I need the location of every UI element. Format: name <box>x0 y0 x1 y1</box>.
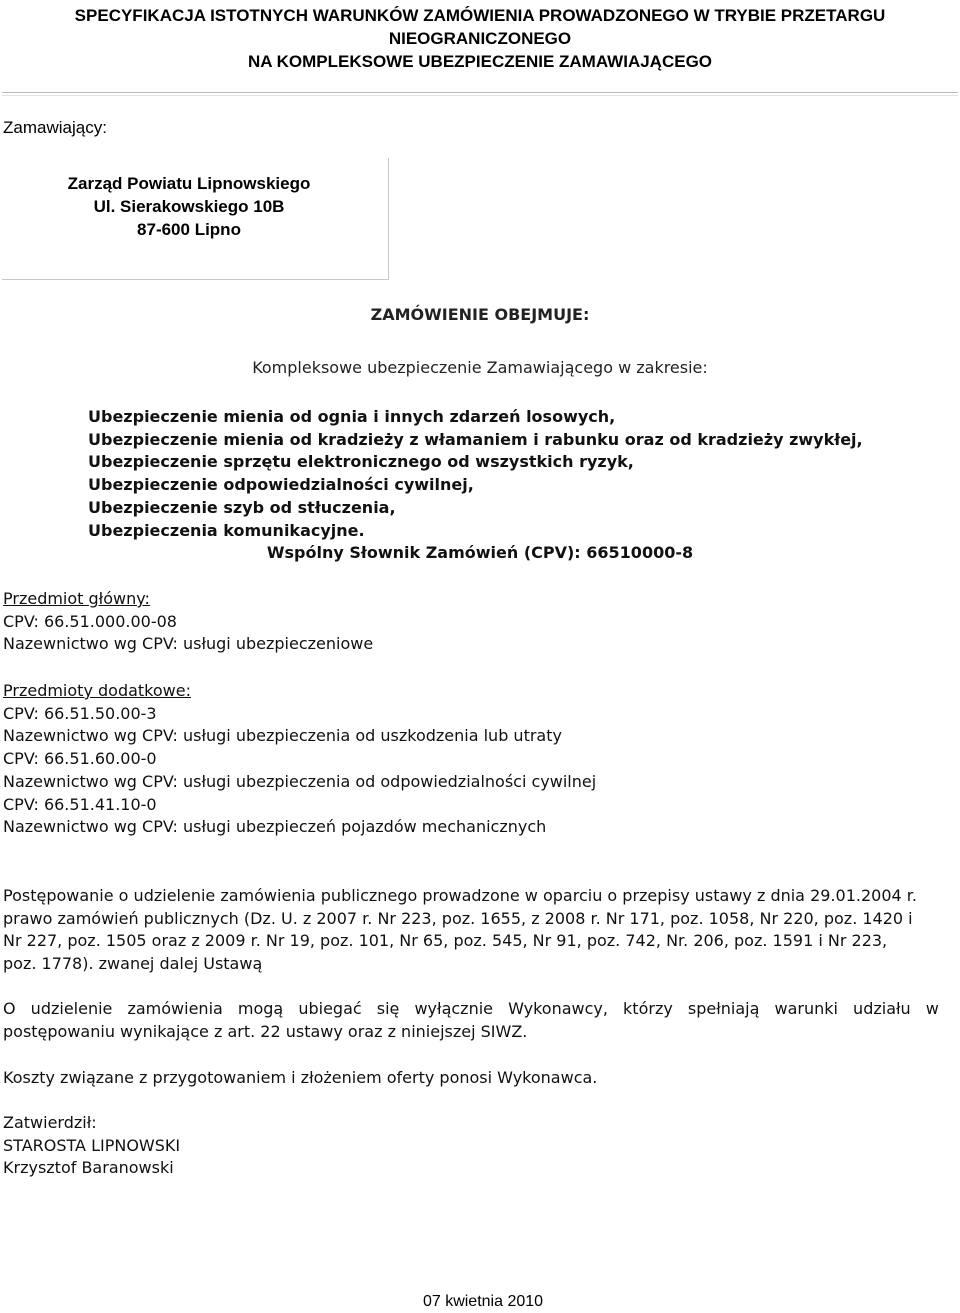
scope-item: Ubezpieczenie odpowiedzialności cywilnej, <box>88 475 474 495</box>
additional-subjects-label: Przedmioty dodatkowe: <box>3 681 191 700</box>
scope-item: Ubezpieczenia komunikacyjne. <box>88 520 365 540</box>
main-subject-section <box>3 588 373 656</box>
main-subject-label: Przedmiot główny: <box>3 589 150 608</box>
additional-subject-cpv: CPV: 66.51.41.10-0 <box>3 794 157 814</box>
scope-list <box>88 406 863 542</box>
document-date: 07 kwietnia 2010 <box>422 1293 544 1310</box>
scope-item: Ubezpieczenie mienia od kradzieży z włamaniem i rabunku oraz od kradzieży zwykłej, <box>88 429 863 449</box>
additional-subject-name: Nazewnictwo wg CPV: usługi ubezpieczenia od odpowiedzialności cywilnej <box>3 771 597 791</box>
scope-intro: Kompleksowe ubezpieczenie Zamawiającego w zakresie: <box>252 358 708 377</box>
additional-subject-name: Nazewnictwo wg CPV: usługi ubezpieczenia od uszkodzenia lub utraty <box>3 726 562 746</box>
cpv-common-code: Wspólny Słownik Zamówień (CPV): 66510000-8 <box>266 543 694 562</box>
costs-paragraph: Koszty związane z przygotowaniem i złożeniem oferty ponosi Wykonawca. <box>3 1068 598 1087</box>
document-title <box>0 4 960 73</box>
main-subject-name: Nazewnictwo wg CPV: usługi ubezpieczeniowe <box>3 634 374 654</box>
paragraph-line: O udzielenie zamówienia mogą ubiegać się wyłącznie Wykonawcy, którzy spełniają warunki udziału w <box>3 999 939 1018</box>
authority-name: Zarząd Powiatu Lipnowskiego <box>67 174 311 193</box>
paragraph-line: poz. 1778). zwanej dalej Ustawą <box>3 954 263 974</box>
paragraph-line: Postępowanie o udzielenie zamówienia publicznego prowadzone w oparciu o przepisy ustawy z dnia 29.01.2004 r. <box>3 886 917 905</box>
paragraph-line: postępowaniu wynikające z art. 22 ustawy oraz z niniejszej SIWZ. <box>3 1021 528 1041</box>
additional-subject-cpv: CPV: 66.51.50.00-3 <box>3 703 157 723</box>
approval-label: Zatwierdził: <box>3 1113 97 1132</box>
header-divider <box>2 92 958 93</box>
contracting-authority-label: Zamawiający: <box>3 118 107 137</box>
paragraph-line: Nr 227, poz. 1505 oraz z 2009 r. Nr 19, poz. 101, Nr 65, poz. 545, Nr 91, poz. 742, Nr. 206, poz. 1591 i Nr 223, <box>3 931 888 951</box>
additional-subject-name: Nazewnictwo wg CPV: usługi ubezpieczeń pojazdów mechanicznych <box>3 817 547 837</box>
contracting-authority-address <box>2 172 376 241</box>
title-line-1: SPECYFIKACJA ISTOTNYCH WARUNKÓW ZAMÓWIENIA PROWADZONEGO W TRYBIE PRZETARGU <box>74 6 886 25</box>
additional-subject-cpv: CPV: 66.51.60.00-0 <box>3 749 157 769</box>
authority-street: Ul. Sierakowskiego 10B <box>93 197 285 216</box>
scope-item: Ubezpieczenie mienia od ognia i innych zdarzeń losowych, <box>88 407 616 426</box>
approval-name: Krzysztof Baranowski <box>3 1158 174 1178</box>
title-line-3: NA KOMPLEKSOWE UBEZPIECZENIE ZAMAWIAJĄCEGO <box>247 52 713 71</box>
scope-heading: ZAMÓWIENIE OBEJMUJE: <box>370 305 590 324</box>
authority-city: 87-600 Lipno <box>137 220 241 239</box>
main-subject-cpv: CPV: 66.51.000.00-08 <box>3 611 177 631</box>
approval-title: STAROSTA LIPNOWSKI <box>3 1135 181 1155</box>
scope-item: Ubezpieczenie szyb od stłuczenia, <box>88 497 396 517</box>
approval-section <box>3 1112 180 1180</box>
title-line-2: NIEOGRANICZONEGO <box>388 29 572 48</box>
scope-item: Ubezpieczenie sprzętu elektronicznego od wszystkich ryzyk, <box>88 452 634 472</box>
paragraph-line: prawo zamówień publicznych (Dz. U. z 2007 r. Nr 223, poz. 1655, z 2008 r. Nr 171, poz. 1058, Nr 220, poz. 1420 i <box>3 908 913 928</box>
eligibility-paragraph <box>3 998 957 1043</box>
legal-basis-paragraph <box>3 885 959 976</box>
header-divider-shadow <box>2 95 958 96</box>
additional-subjects-section <box>3 680 596 839</box>
